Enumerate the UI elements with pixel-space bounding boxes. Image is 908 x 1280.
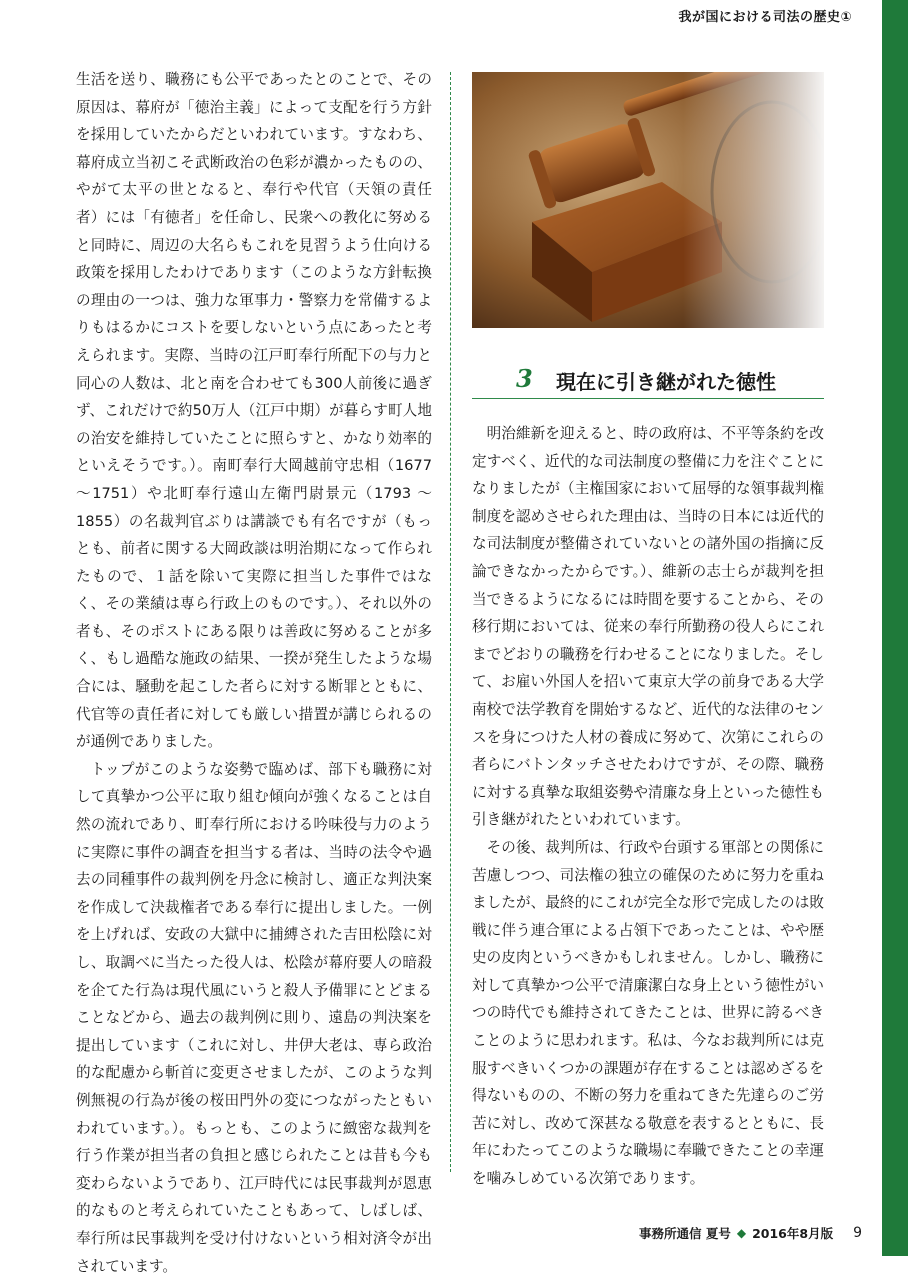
page-number: 9: [853, 1225, 862, 1241]
body-paragraph: 明治維新を迎えると、時の政府は、不平等条約を改定すべく、近代的な司法制度の整備に力を注ぐことになりましたが（主権国家において屈辱的な領事裁判権制度を認めさせられた理由は、当時の日本には近代的な司法制度が整備されていないとの諸外国の指摘に反論できなかったからです。）、維新の志士らが裁判を担当できるようになるには時間を要することから、その移行期においては、従来の奉行所勤務の役人らにこれまでどおりの職務を行わせることになりました。そして、お雇い外国人を招いて東京大学の前身である大学南校で法学教育を開始するなど、近代的な法律のセンスを身につけた人材の養成に努めて、次第にこれらの者らにバトンタッチさせたわけですが、その際、職務に対する真摯な取組姿勢や清廉な身上といった徳性も引き継がれたといわれています。: [472, 425, 824, 829]
body-paragraph: その後、裁判所は、行政や台頭する軍部との関係に苦慮しつつ、司法権の独立の確保のために努力を重ねましたが、最終的にこれが完全な形で完成したのは敗戦に伴う連合軍による占領下であったことは、やや歴史の皮肉というべきかもしれません。しかし、職務に対して真摯かつ公平で清廉潔白な身上という徳性がいつの時代でも維持されてきたことは、世界に誇るべきことのように思われます。私は、今なお裁判所には克服すべきいくつかの課題が存在することは認めざるを得ないものの、不断の努力を重ねてきた先達らのご労苦に対し、改めて深甚なる敬意を表するとともに、長年にわたってこのような職場に奉職できたことの幸運を噛みしめている次第であります。: [472, 838, 824, 1188]
running-header: 我が国における司法の歴史①: [678, 10, 852, 25]
publication-name: 事務所通信 夏号: [638, 1226, 731, 1241]
section-number: 3: [516, 364, 533, 393]
left-column: [76, 66, 432, 1280]
column-divider: [450, 72, 451, 1172]
diamond-icon: ◆: [736, 1226, 747, 1240]
body-paragraph: 生活を送り、職務にも公平であったとのことで、その原因は、幕府が「徳治主義」によって支配を行う方針を採用していたからだといわれています。すなわち、幕府成立当初こそ武断政治の色彩が濃かったものの、やがて太平の世となると、奉行や代官（天領の責任者）には「有徳者」を任命し、民衆への教化に努めると同時に、周辺の大名らもこれを見習うよう仕向ける政策を採用したわけであります（このような方針転換の理由の一つは、強力な軍事力・警察力を常備するよりもはるかにコストを要しないという点にあったと考えられます。実際、当時の江戸町奉行所配下の与力と同心の人数は、北と南を合わせても300人前後に過ぎず、これだけで約50万人（江戸中期）が暮らす町人地の治安を維持していたことに照らすと、かなり効率的といえそうです。）。南町奉行大岡越前守忠相（1677 ～1751）や北町奉行遠山左衛門尉景元（1793 ～1855）の名裁判官ぶりは講談でも有名ですが（もっとも、前者に関する大岡政談は明治期になって作られたもので、１話を除いて実際に担当した事件ではなく、その業績は専ら行政上のものです。）、それ以外の者も、そのポストにある限りは善政に努めることが多く、もし過酷な施政の結果、一揆が発生したような場合には、騒動を起こした者らに対する断罪とともに、代官等の責任者に対しても厳しい措置が講じられるのが通例でありました。: [76, 71, 432, 751]
right-column: [472, 420, 824, 1193]
body-paragraph: トップがこのような姿勢で臨めば、部下も職務に対して真摯かつ公平に取り組む傾向が強くなることは自然の流れであり、町奉行所における吟味役与力のように実際に事件の調査を担当する者は、当時の法令や過去の同種事件の裁判例を丹念に検討し、適正な判決案を作成して決裁権者である奉行に提出しました。一例を上げれば、安政の大獄中に捕縛された吉田松陰に対し、取調べに当たった役人は、松陰が幕府要人の暗殺を企てた行為は現代風にいうと殺人予備罪にとどまることなどから、過去の裁判例に則り、遠島の判決案を提出しています（これに対し、井伊大老は、専ら政治的な配慮から斬首に変更させましたが、このような判例無視の行為が後の桜田門外の変につながったともいわれています。）。もっとも、このように緻密な裁判を行う作業が担当者の負担と感じられたことは昔も今も変わらないようであり、江戸時代には民事裁判が恩恵的なものと考えられていたこともあって、しばしば、奉行所は民事裁判を受け付けないという相対済令が出されています。: [76, 760, 432, 1275]
gavel-illustration: [472, 72, 824, 328]
edition-label: 2016年8月版: [752, 1226, 834, 1241]
section-heading: [472, 362, 824, 399]
green-side-bar: [882, 0, 908, 1256]
section-title: 現在に引き継がれた徳性: [556, 370, 776, 394]
gavel-photo: [472, 72, 824, 328]
page-footer: [639, 1224, 862, 1242]
